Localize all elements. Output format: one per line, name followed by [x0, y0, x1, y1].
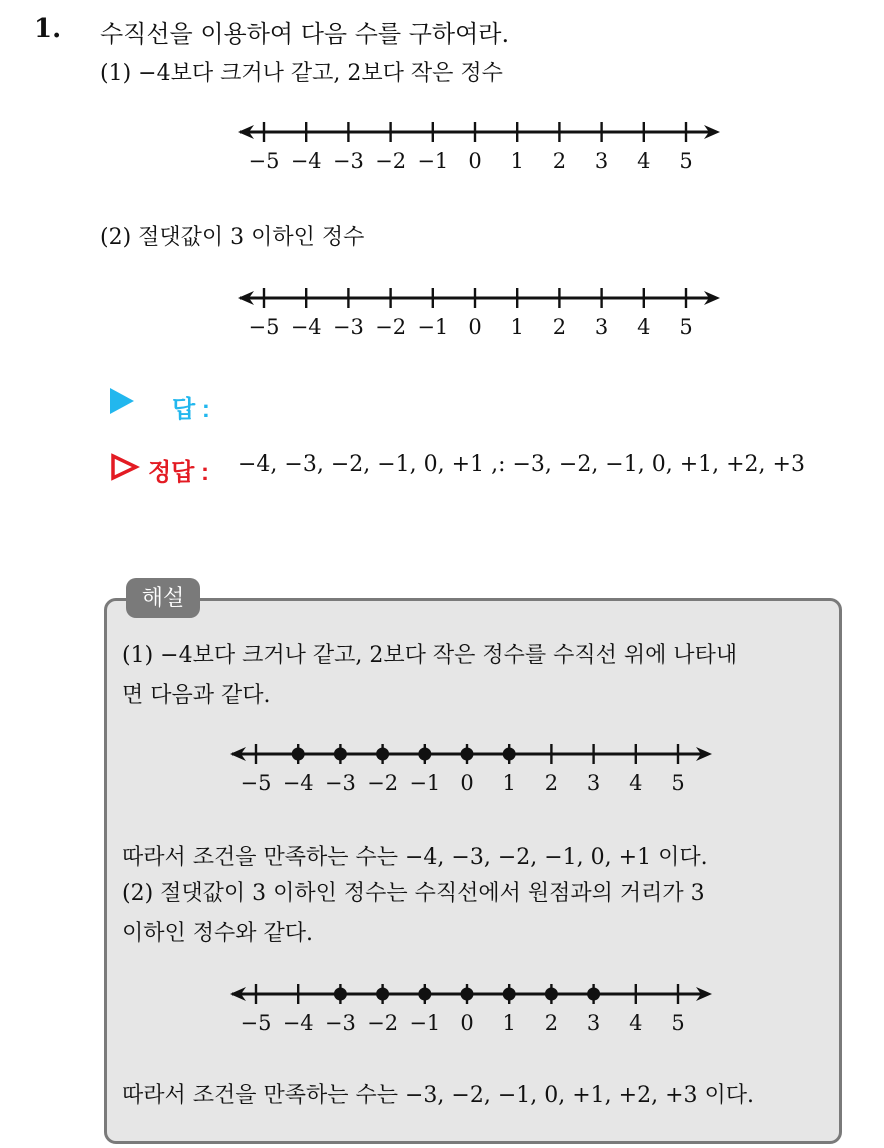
- tick-label: 4: [629, 771, 643, 795]
- explanation-p1-result: 따라서 조건을 만족하는 수는 −4, −3, −2, −1, 0, +1 이다.: [122, 845, 708, 870]
- tick-label: −4: [290, 149, 322, 173]
- number-line-explanation-1: [226, 736, 726, 800]
- marked-point: [461, 988, 474, 1001]
- solution-arrow-icon: [110, 453, 140, 481]
- tick-label: −5: [240, 1011, 272, 1035]
- tick-label: 3: [594, 315, 609, 339]
- tick-label: 1: [510, 315, 524, 339]
- tick-label: −5: [240, 771, 272, 795]
- marked-point: [545, 988, 558, 1001]
- tick-label: 3: [586, 1011, 601, 1035]
- tick-label: −4: [290, 315, 322, 339]
- marked-point: [587, 988, 600, 1001]
- tick-label: −1: [409, 771, 441, 795]
- tick-label: 4: [637, 149, 651, 173]
- tick-label: 5: [679, 149, 693, 173]
- explanation-p1-line1: (1) −4보다 크거나 같고, 2보다 작은 정수를 수직선 위에 나타내: [122, 643, 738, 668]
- tick-label: −1: [409, 1011, 441, 1035]
- number-line-explanation-2: [226, 976, 726, 1040]
- tick-label: 0: [460, 1011, 474, 1035]
- marked-point: [503, 988, 516, 1001]
- tick-label: 4: [629, 1011, 643, 1035]
- tick-label: 2: [552, 149, 567, 173]
- tick-label: 0: [460, 771, 474, 795]
- question-number: 1.: [34, 14, 62, 44]
- tick-label: −1: [417, 315, 449, 339]
- tick-label: −3: [324, 1011, 356, 1035]
- marked-point: [503, 748, 516, 761]
- tick-label: −2: [375, 315, 407, 339]
- answer-label: 답 :: [172, 396, 210, 423]
- tick-label: −5: [248, 315, 280, 339]
- marked-point: [292, 748, 305, 761]
- explanation-tab: 해설: [126, 578, 200, 618]
- marked-point: [418, 748, 431, 761]
- part-1-label: (1) −4보다 크거나 같고, 2보다 작은 정수: [100, 61, 503, 86]
- tick-label: 4: [637, 315, 651, 339]
- marked-point: [334, 988, 347, 1001]
- tick-label: −4: [282, 1011, 314, 1035]
- tick-label: 0: [468, 149, 482, 173]
- tick-label: −3: [324, 771, 356, 795]
- tick-label: 1: [510, 149, 524, 173]
- solution-value: −4, −3, −2, −1, 0, +1 ,: −3, −2, −1, 0, +1, +2, +3: [238, 452, 805, 477]
- tick-label: −2: [375, 149, 407, 173]
- number-line-part-2: [234, 280, 734, 344]
- tick-label: −1: [417, 149, 449, 173]
- explanation-p1-line2: 면 다음과 같다.: [122, 683, 271, 708]
- tick-label: −2: [367, 771, 399, 795]
- explanation-p2-result: 따라서 조건을 만족하는 수는 −3, −2, −1, 0, +1, +2, +3 이다.: [122, 1083, 754, 1108]
- tick-label: 3: [586, 771, 601, 795]
- tick-label: −3: [332, 149, 364, 173]
- tick-label: 0: [468, 315, 482, 339]
- marked-point: [334, 748, 347, 761]
- marked-point: [376, 748, 389, 761]
- answer-arrow-icon: [110, 388, 134, 414]
- tick-label: 2: [544, 1011, 559, 1035]
- explanation-p2-line1: (2) 절댓값이 3 이하인 정수는 수직선에서 원점과의 거리가 3: [122, 881, 705, 906]
- tick-label: 5: [671, 1011, 685, 1035]
- tick-label: 3: [594, 149, 609, 173]
- tick-label: −3: [332, 315, 364, 339]
- marked-point: [418, 988, 431, 1001]
- tick-label: 5: [679, 315, 693, 339]
- question-text: 수직선을 이용하여 다음 수를 구하여라.: [100, 20, 510, 48]
- tick-label: 2: [544, 771, 559, 795]
- tick-label: 1: [502, 771, 516, 795]
- tick-label: 5: [671, 771, 685, 795]
- number-line-part-1: [234, 114, 734, 178]
- explanation-p2-line2: 이하인 정수와 같다.: [122, 921, 313, 946]
- tick-label: 1: [502, 1011, 516, 1035]
- solution-label: 정답 :: [148, 459, 210, 486]
- tick-label: −2: [367, 1011, 399, 1035]
- tick-label: 2: [552, 315, 567, 339]
- tick-label: −4: [282, 771, 314, 795]
- marked-point: [461, 748, 474, 761]
- tick-label: −5: [248, 149, 280, 173]
- part-2-label: (2) 절댓값이 3 이하인 정수: [100, 225, 365, 250]
- marked-point: [376, 988, 389, 1001]
